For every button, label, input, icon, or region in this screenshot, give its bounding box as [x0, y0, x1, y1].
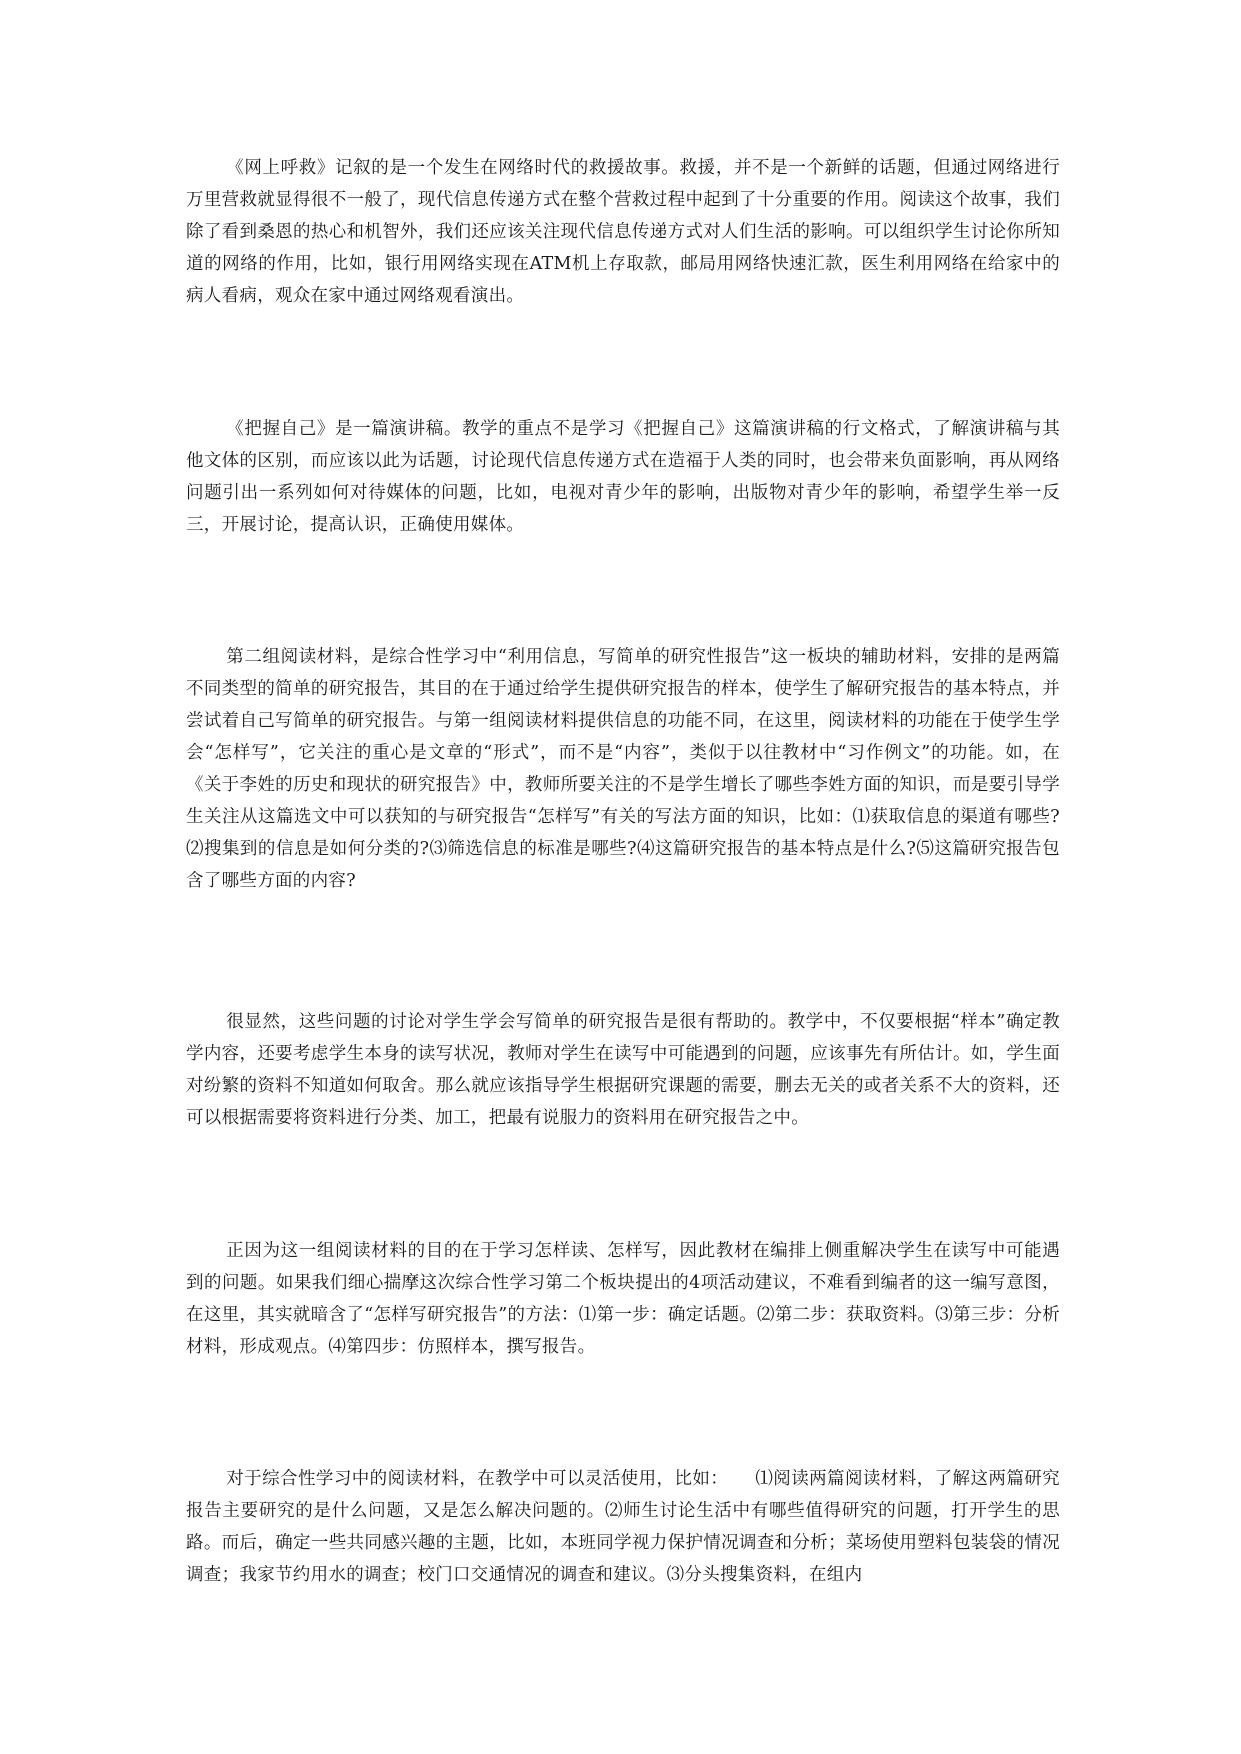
paragraph-flexible-use: 对于综合性学习中的阅读材料，在教学中可以灵活使用，比如： ⑴阅读两篇阅读材料，了解这两篇研究报告主要研究的是什么问题，又是怎么解决问题的。⑵师生讨论生活中有哪些值得研究的问题，打开学生的思路。而后，确定一些共同感兴趣的主题，比如，本班同学视力保护情况调查和分析；菜场使用塑料包装袋的情况调查；我家节约用水的调查；校门口交通情况的调查和建议。⑶分头搜集资料，在组内 [186, 1469, 1060, 1585]
paragraph-discussion-helpful: 很显然，这些问题的讨论对学生学会写简单的研究报告是很有帮助的。教学中，不仅要根据“样本”确定教学内容，还要考虑学生本身的读写状况，教师对学生在读写中可能遇到的问题，应该事先有所估计。如，学生面对纷繁的资料不知道如何取舍。那么就应该指导学生根据研究课题的需要，删去无关的或者关系不大的资料，还可以根据需要将资料进行分类、加工，把最有说服力的资料用在研究报告之中。 [186, 1012, 1060, 1128]
paragraph-how-to-write: 正因为这一组阅读材料的目的在于学习怎样读、怎样写，因此教材在编排上侧重解决学生在读写中可能遇到的问题。如果我们细心揣摩这次综合性学习第二个板块提出的4项活动建议，不难看到编者的这一编写意图，在这里，其实就暗含了“怎样写研究报告”的方法：⑴第一步：确定话题。⑵第二步：获取资料。⑶第三步：分析材料，形成观点。⑷第四步：仿照样本，撰写报告。 [186, 1241, 1060, 1357]
paragraph-second-reading-group: 第二组阅读材料，是综合性学习中“利用信息，写简单的研究性报告”这一板块的辅助材料，安排的是两篇不同类型的简单的研究报告，其目的在于通过给学生提供研究报告的样本，使学生了解研究报告的基本特点，并尝试着自己写简单的研究报告。与第一组阅读材料提供信息的功能不同，在这里，阅读材料的功能在于使学生学会“怎样写”，它关注的重心是文章的“形式”，而不是“内容”，类似于以往教材中“习作例文”的功能。如，在《关于李姓的历史和现状的研究报告》中，教师所要关注的不是学生增长了哪些李姓方面的知识，而是要引导学生关注从这篇选文中可以获知的与研究报告“怎样写”有关的写法方面的知识，比如：⑴获取信息的渠道有哪些?⑵搜集到的信息是如何分类的?⑶筛选信息的标准是哪些?⑷这篇研究报告的基本特点是什么?⑸这篇研究报告包含了哪些方面的内容? [186, 647, 1060, 891]
paragraph-speech-draft: 《把握自己》是一篇演讲稿。教学的重点不是学习《把握自己》这篇演讲稿的行文格式，了解演讲稿与其他文体的区别，而应该以此为话题，讨论现代信息传递方式在造福于人类的同时，也会带来负面影响，再从网络问题引出一系列如何对待媒体的问题，比如，电视对青少年的影响，出版物对青少年的影响，希望学生举一反三，开展讨论，提高认识，正确使用媒体。 [186, 419, 1060, 535]
paragraph-network-rescue: 《网上呼救》记叙的是一个发生在网络时代的救援故事。救援，并不是一个新鲜的话题，但通过网络进行万里营救就显得很不一般了，现代信息传递方式在整个营救过程中起到了十分重要的作用。阅读这个故事，我们除了看到桑恩的热心和机智外，我们还应该关注现代信息传递方式对人们生活的影响。可以组织学生讨论你所知道的网络的作用，比如，银行用网络实现在ATM机上存取款，邮局用网络快速汇款，医生利用网络在给家中的病人看病，观众在家中通过网络观看演出。 [186, 158, 1060, 306]
